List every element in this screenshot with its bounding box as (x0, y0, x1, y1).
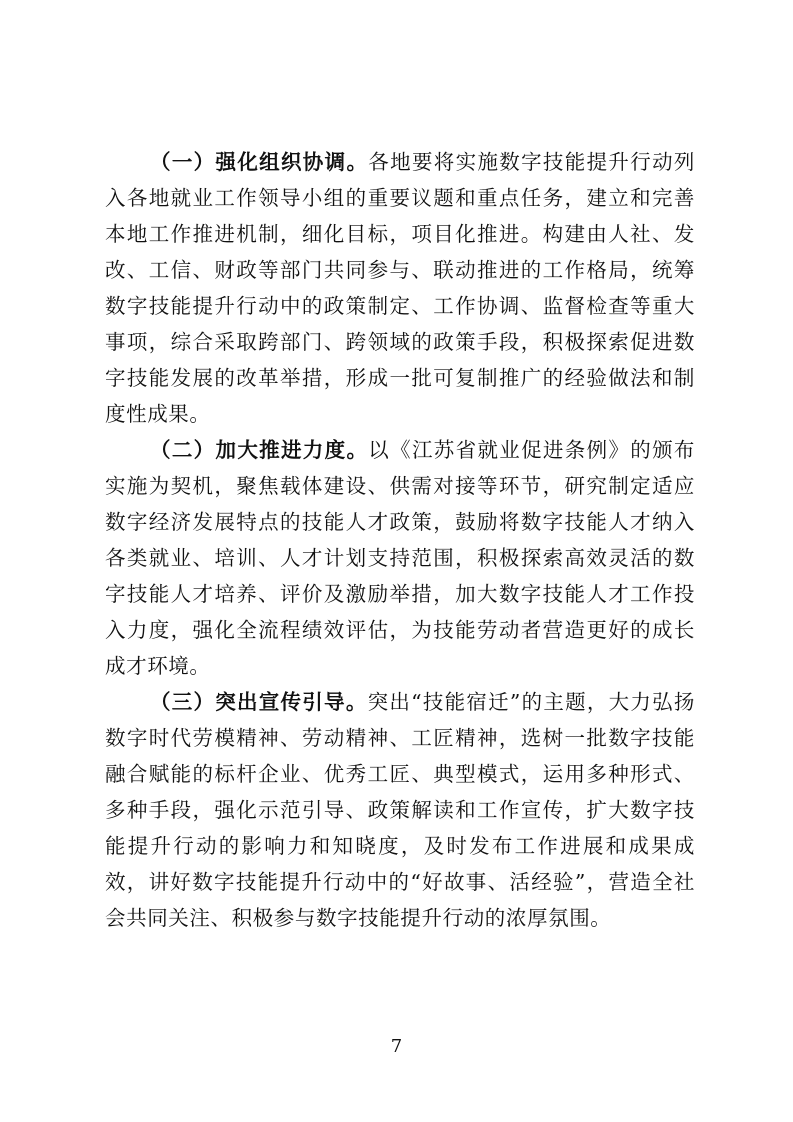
paragraph-heading: （二）加大推进力度。 (150, 438, 369, 462)
paragraph-text: 各地要将实施数字技能提升行动列入各地就业工作领导小组的重要议题和重点任务，建立和完善本地工作推进机制，细化目标，项目化推进。构建由人社、发改、工信、财政等部门共同参与、联动推进的工作格局，统筹数字技能提升行动中的政策制定、工作协调、监督检查等重大事项，综合采取跨部门、跨领域的政策手段，积极探索促进数字技能发展的改革举措，形成一批可复制推广的经验做法和制度性成果。 (105, 150, 696, 426)
paragraph-heading: （三）突出宣传引导。 (150, 690, 368, 714)
page-number: 7 (390, 1036, 403, 1057)
paragraph-text: 以《江苏省就业促进条例》的颁布实施为契机，聚焦载体建设、供需对接等环节，研究制定适应数字经济发展特点的技能人才政策，鼓励将数字技能人才纳入各类就业、培训、人才计划支持范围，积极探索高效灵活的数字技能人才培养、评价及激励举措，加大数字技能人才工作投入力度，强化全流程绩效评估，为技能劳动者营造更好的成长成才环境。 (105, 438, 696, 678)
paragraph-heading: （一）强化组织协调。 (150, 150, 369, 174)
paragraph-publicity-guidance (105, 684, 695, 936)
paragraph-increase-efforts (105, 432, 695, 684)
paragraph-text: 突出“技能宿迁”的主题，大力弘扬数字时代劳模精神、劳动精神、工匠精神，选树一批数字技能融合赋能的标杆企业、优秀工匠、典型模式，运用多种形式、多种手段，强化示范引导、政策解读和工作宣传，扩大数字技能提升行动的影响力和知晓度，及时发布工作进展和成果成效，讲好数字技能提升行动中的“好故事、活经验”，营造全社会共同关注、积极参与数字技能提升行动的浓厚氛围。 (105, 690, 696, 930)
paragraph-strengthen-coordination (105, 144, 695, 432)
document-body (105, 144, 695, 936)
